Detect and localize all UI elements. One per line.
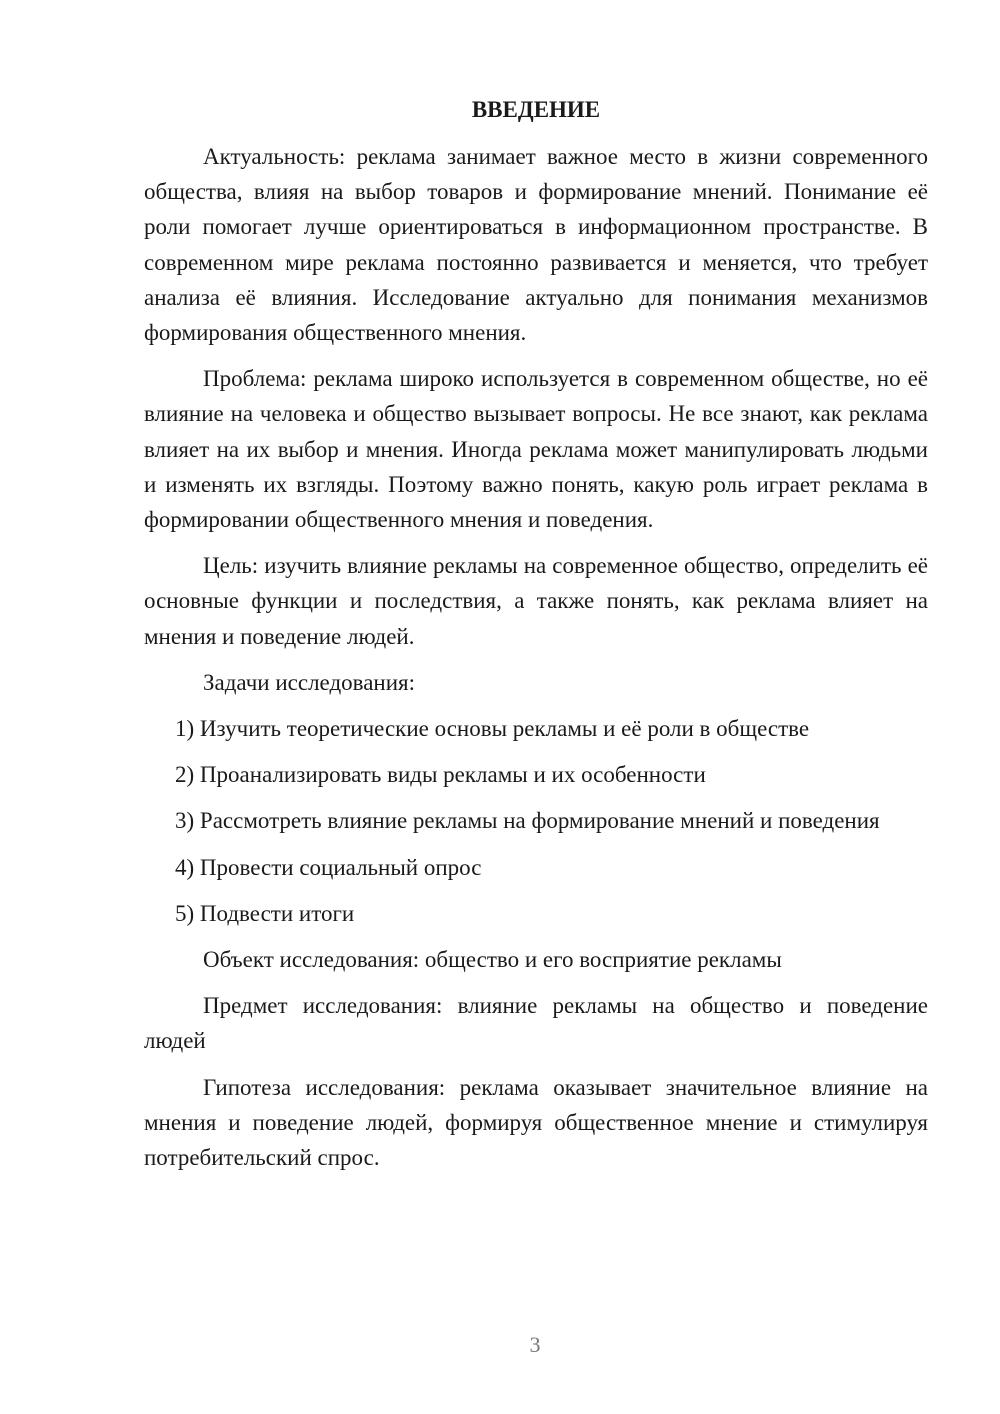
page-number: 3 <box>529 1332 541 1357</box>
paragraph-relevance: Актуальность: реклама занимает важное место в жизни современного общества, влияя на выбор товаров и формирование мнений. Понимание её роли помогает лучше ориентироваться в информационном пространстве. В современном мире реклама постоянно развивается и меняется, что требует анализа её влияния. Исследование актуально для понимания механизмов формирования общественного мнения. <box>144 144 928 346</box>
page-title: ВВЕДЕНИЕ <box>471 97 601 122</box>
paragraph-goal: Цель: изучить влияние рекламы на современное общество, определить её основные функции и последствия, а также понять, как реклама влияет на мнения и поведение людей. <box>144 553 928 649</box>
task-item-4: 4) Провести социальный опрос <box>175 854 482 880</box>
task-item-5: 5) Подвести итоги <box>175 900 355 926</box>
task-item-1: 1) Изучить теоретические основы рекламы и её роли в обществе <box>175 716 810 742</box>
paragraph-subject: Предмет исследования: влияние рекламы на общество и поведение людей <box>144 993 928 1054</box>
task-item-2: 2) Проанализировать виды рекламы и их особенности <box>175 762 706 788</box>
tasks-heading: Задачи исследования: <box>203 669 416 695</box>
paragraph-hypothesis: Гипотеза исследования: реклама оказывает значительное влияние на мнения и поведение людей, формируя общественное мнение и стимулируя потребительский спрос. <box>144 1074 928 1171</box>
page-content <box>144 95 928 1186</box>
paragraph-object: Объект исследования: общество и его восприятие рекламы <box>203 947 782 973</box>
paragraph-problem: Проблема: реклама широко используется в современном обществе, но её влияние на человека и общество вызывает вопросы. Не все знают, как реклама влияет на их выбор и мнения. Иногда реклама может манипулировать людьми и изменять их взгляды. Поэтому важно понять, какую роль играет реклама в формировании общественного мнения и поведения. <box>144 366 928 533</box>
task-item-3: 3) Рассмотреть влияние рекламы на формирование мнений и поведения <box>175 808 880 834</box>
